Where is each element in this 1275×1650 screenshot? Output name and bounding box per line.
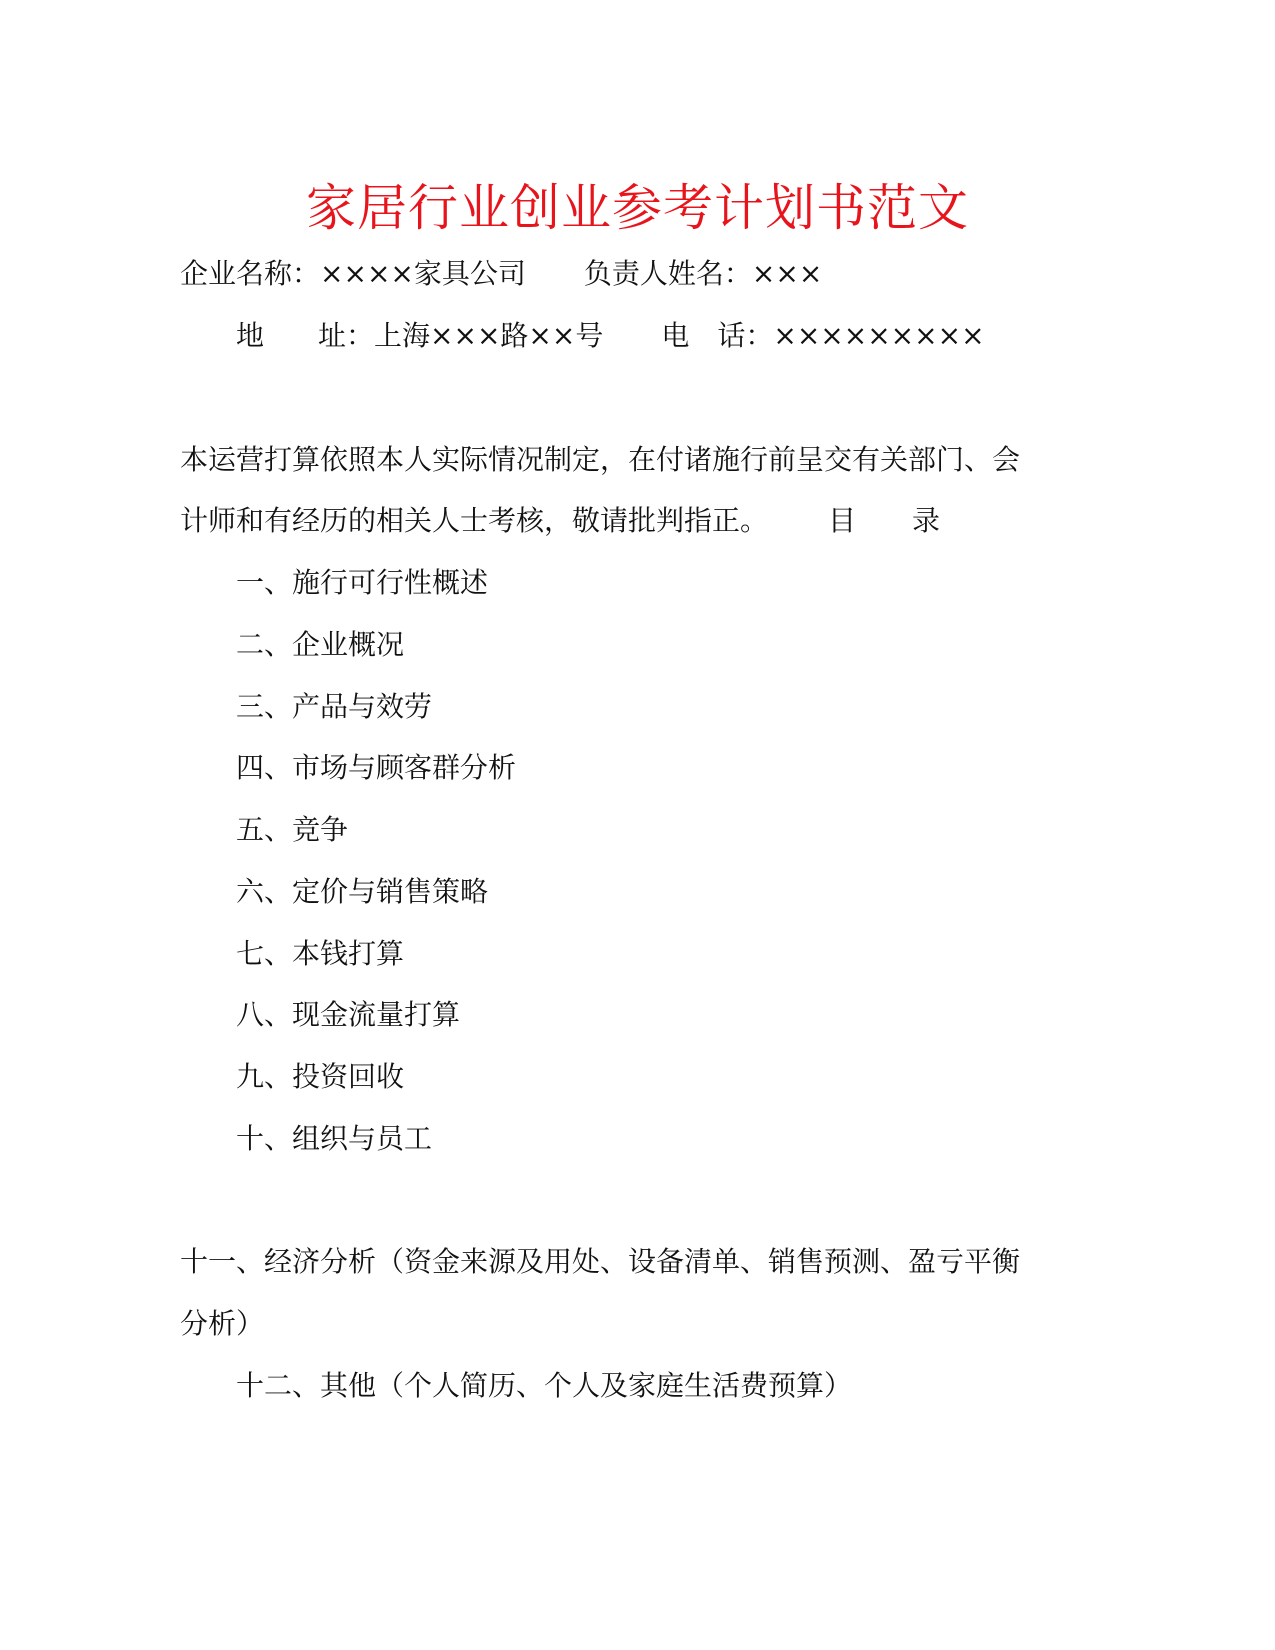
toc-item-1: 一、施行可行性概述 (236, 566, 489, 599)
toc-heading-char1: 目 (828, 504, 857, 537)
intro-line-1: 本运营打算依照本人实际情况制定，在付诸施行前呈交有关部门、会 (180, 443, 1021, 476)
address-info-line (236, 316, 985, 356)
toc-item-5: 五、竞争 (236, 813, 349, 846)
address-value: 上海×××路××号 (374, 319, 604, 352)
toc-item-12: 十二、其他（个人简历、个人及家庭生活费预算） (236, 1369, 853, 1402)
manager-value: ××× (751, 257, 823, 290)
toc-heading-char2: 录 (912, 504, 941, 537)
company-label: 企业名称： (180, 257, 321, 290)
toc-item-10: 十、组织与员工 (236, 1122, 433, 1155)
toc-item-8: 八、现金流量打算 (236, 998, 461, 1031)
intro-line-2 (180, 501, 940, 541)
toc-item-2: 二、企业概况 (236, 628, 405, 661)
toc-item-3: 三、产品与效劳 (236, 690, 433, 723)
phone-label-char2: 话： (717, 319, 774, 352)
toc-item-7: 七、本钱打算 (236, 937, 405, 970)
address-label-char2: 址： (318, 319, 375, 352)
phone-label-char1: 电 (661, 319, 690, 352)
toc-item-11-line-2: 分析） (180, 1307, 265, 1340)
address-label-char1: 地 (236, 319, 265, 352)
document-title: 家居行业创业参考计划书范文 (306, 179, 969, 237)
intro-text: 计师和有经历的相关人士考核，敬请批判指正。 (180, 504, 769, 537)
toc-item-9: 九、投资回收 (236, 1060, 405, 1093)
toc-item-11-line-1: 十一、经济分析（资金来源及用处、设备清单、销售预测、盈亏平衡 (180, 1245, 1021, 1278)
toc-item-6: 六、定价与销售策略 (236, 875, 489, 908)
phone-value: ××××××××× (773, 319, 985, 352)
manager-label: 负责人姓名： (583, 257, 752, 290)
company-value: ××××家具公司 (320, 257, 526, 290)
company-info-line (180, 254, 822, 294)
toc-item-4: 四、市场与顾客群分析 (236, 751, 517, 784)
